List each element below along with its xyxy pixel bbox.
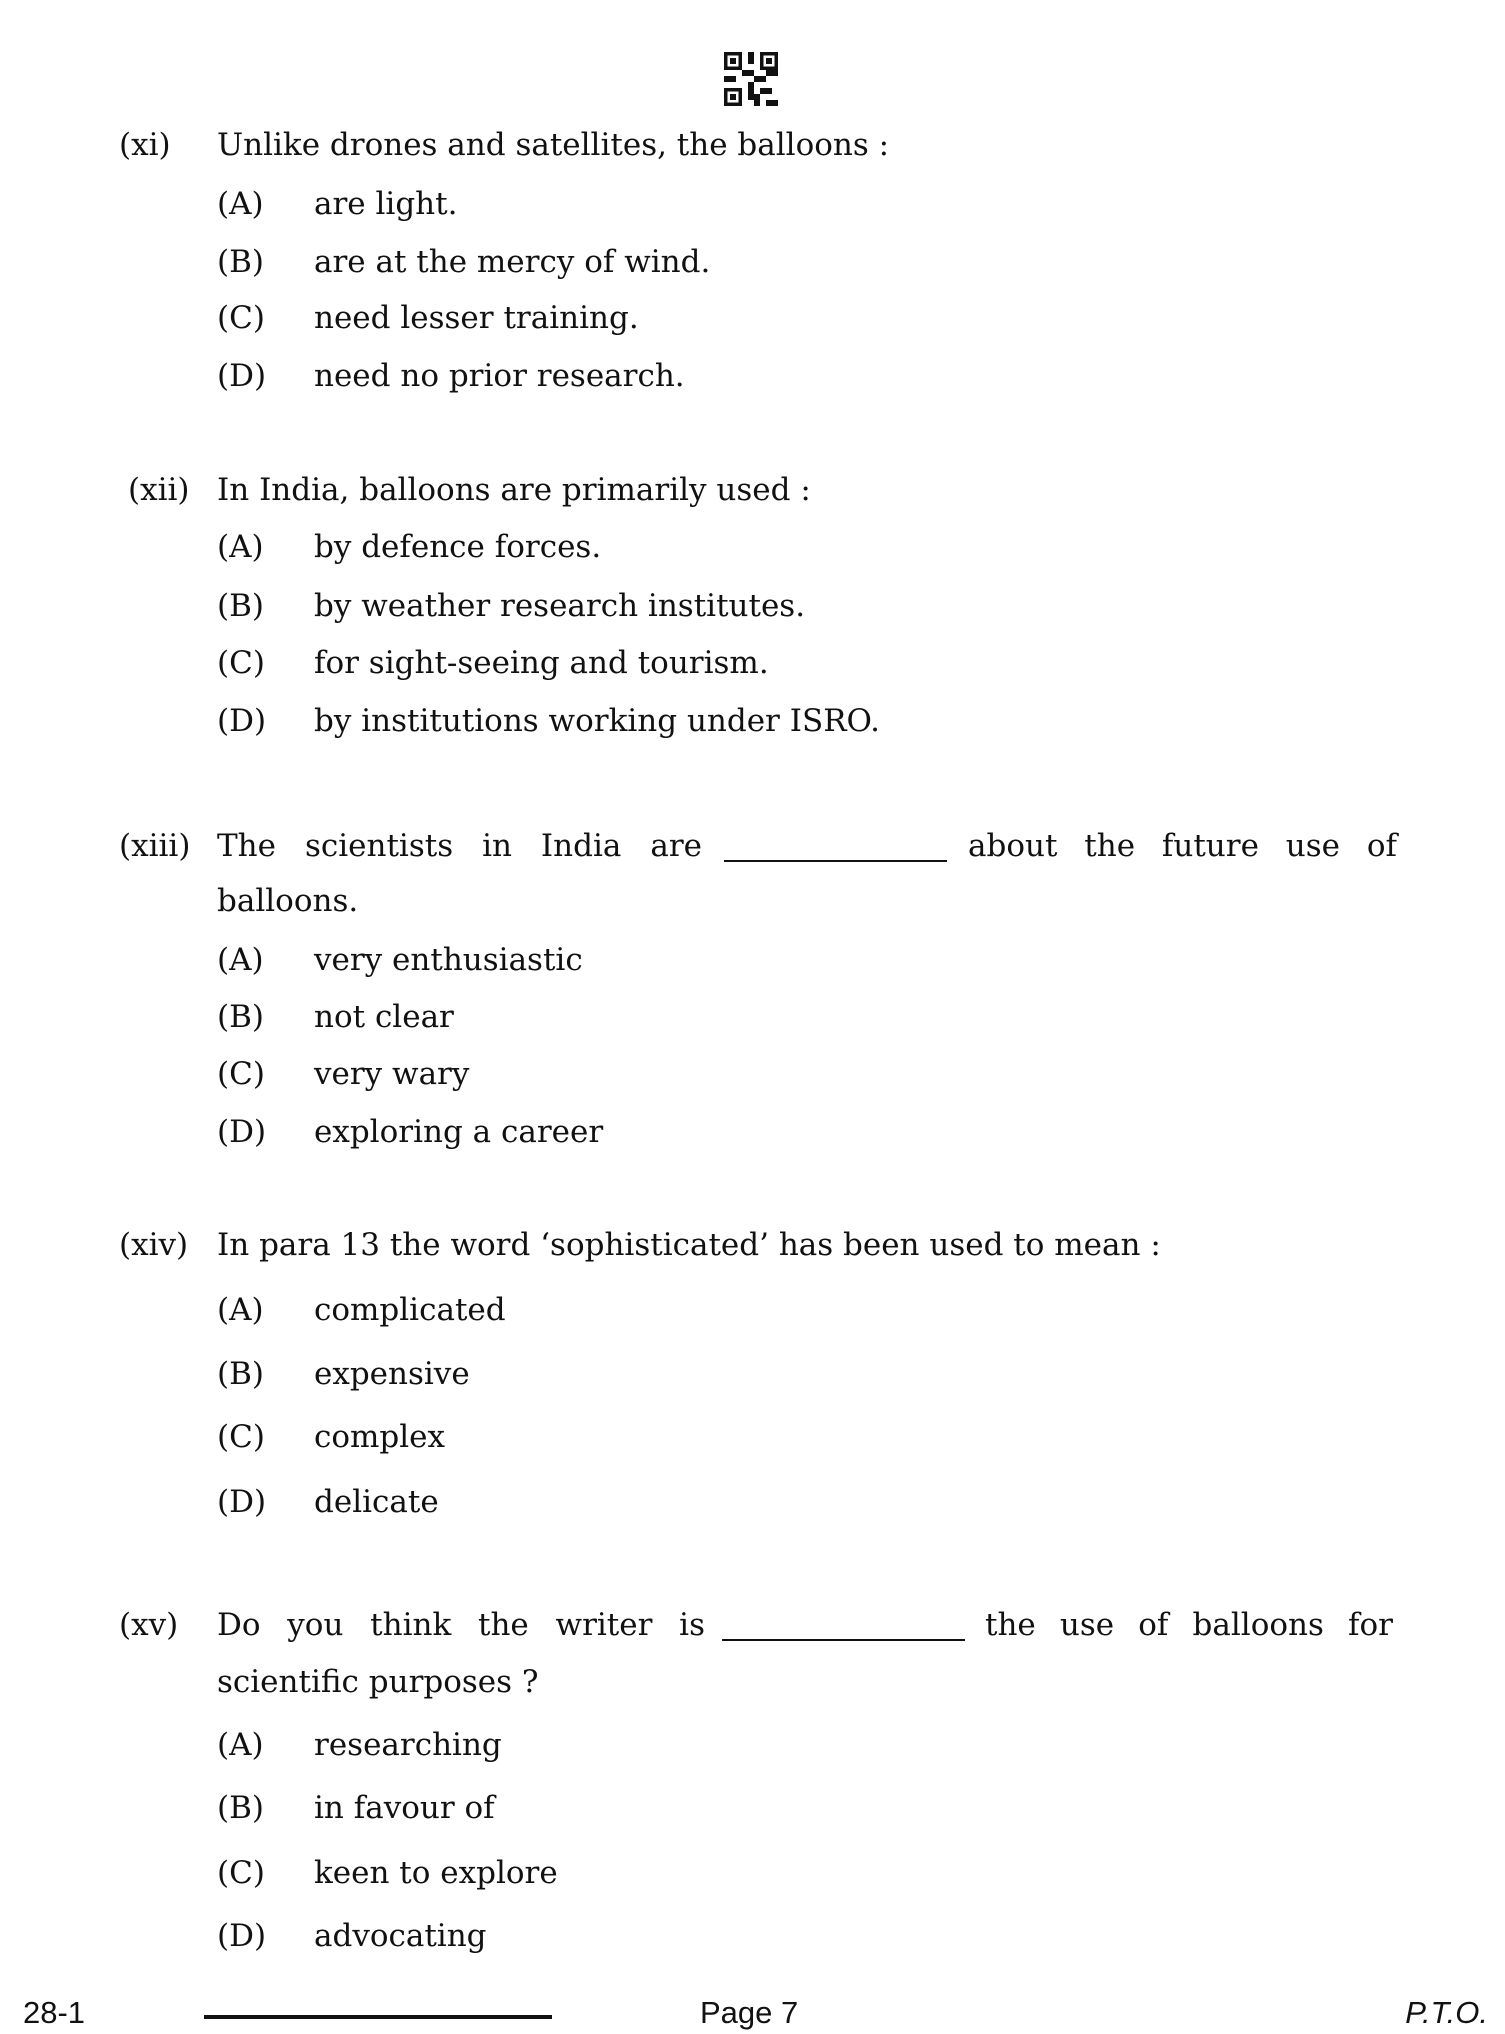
question-stem-continued: scientific purposes ? [217,1664,539,1700]
question-number: (xv) [119,1607,179,1643]
question-stem: In para 13 the word ‘sophisticated’ has been used to mean : [217,1227,1161,1263]
question-stem-part: about the future use of [968,828,1397,864]
option-label: (B) [217,244,264,280]
option-label: (C) [217,645,265,681]
question-stem-part: the use of balloons for [985,1607,1393,1643]
option-text: complicated [314,1292,506,1328]
option-text: delicate [314,1484,439,1520]
option-label: (D) [217,1484,267,1520]
option-text: by weather research institutes. [314,588,806,624]
option-text: are at the mercy of wind. [314,244,711,280]
option-text: not clear [314,999,454,1035]
option-text: need lesser training. [314,300,639,336]
question-stem: In India, balloons are primarily used : [217,472,811,508]
option-label: (D) [217,1918,267,1954]
footer-code: 28-1 [23,1995,86,2030]
option-label: (D) [217,358,267,394]
option-text: by defence forces. [314,529,602,565]
option-label: (C) [217,1419,265,1455]
option-text: exploring a career [314,1114,604,1150]
option-text: advocating [314,1918,487,1954]
option-label: (B) [217,999,264,1035]
option-label: (C) [217,300,265,336]
footer-page-number: Page 7 [700,1995,799,2030]
option-text: need no prior research. [314,358,685,394]
option-text: keen to explore [314,1855,558,1891]
option-label: (A) [217,1727,264,1763]
option-label: (D) [217,1114,267,1150]
option-label: (C) [217,1056,265,1092]
question-number: (xiii) [119,828,191,864]
question-number: (xi) [119,127,171,163]
question-number: (xiv) [119,1227,189,1263]
option-label: (C) [217,1855,265,1891]
option-label: (A) [217,529,264,565]
option-text: complex [314,1419,446,1455]
option-label: (A) [217,186,264,222]
answer-blank [724,860,947,862]
option-text: very enthusiastic [314,942,583,978]
option-label: (D) [217,703,267,739]
option-text: in favour of [314,1790,495,1826]
option-label: (A) [217,942,264,978]
footer-pto: P.T.O. [1405,1995,1488,2030]
qr-code [724,52,778,106]
option-label: (A) [217,1292,264,1328]
option-text: by institutions working under ISRO. [314,703,881,739]
question-stem-part: Do you think the writer is [217,1607,705,1643]
question-number: (xii) [128,472,190,508]
option-label: (B) [217,588,264,624]
option-text: for sight-seeing and tourism. [314,645,769,681]
option-label: (B) [217,1356,264,1392]
option-text: very wary [314,1056,470,1092]
option-text: are light. [314,186,458,222]
option-label: (B) [217,1790,264,1826]
question-stem: Unlike drones and satellites, the balloons : [217,127,890,163]
footer-rule [204,2015,552,2019]
answer-blank [722,1639,965,1641]
option-text: expensive [314,1356,470,1392]
question-stem-part: The scientists in India are [217,828,702,864]
question-stem-continued: balloons. [217,883,359,919]
option-text: researching [314,1727,502,1763]
